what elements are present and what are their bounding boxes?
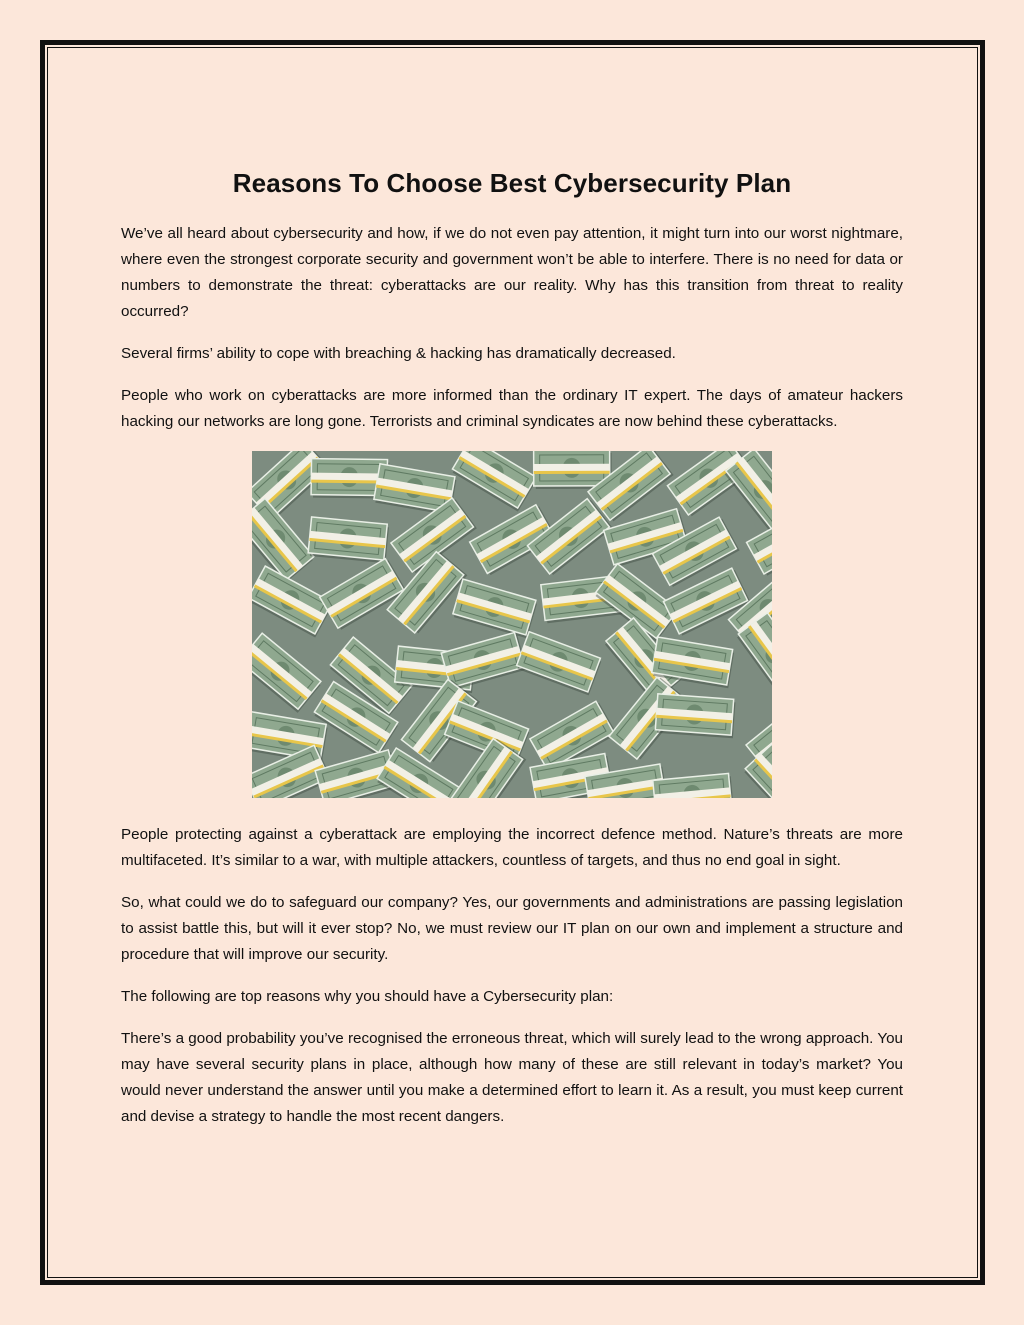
paragraph-threat: There’s a good probability you’ve recognised the erroneous threat, which will surely lead to the wrong approach. You may have several security plans in place, although how many of these are still relevant in today’s market? You would never understand the answer until you make a determined effort to learn it. As a result, you must keep current and devise a strategy to handle the most recent dangers.: [121, 1030, 903, 1125]
document-body: [121, 168, 903, 1146]
paragraph-intro: We’ve all heard about cybersecurity and how, if we do not even pay attention, it might turn into our worst nightmare, where even the strongest corporate security and government won’t be able to interfere. There is no need for data or numbers to demonstrate the threat: cyberattacks are our reality. Why has this transition from threat to reality occurred?: [121, 225, 903, 320]
money-stacks-photo: [252, 451, 772, 798]
paragraph-firms: Several firms’ ability to cope with breaching & hacking has dramatically decreased.: [121, 345, 676, 362]
money-stacks-icon: [252, 451, 772, 798]
paragraph-defence: People protecting against a cyberattack are employing the incorrect defence method. Nature’s threats are more multifaceted. It’s similar to a war, with multiple attackers, countless of targets, and thus no end goal in sight.: [121, 826, 903, 869]
paragraph-attackers: People who work on cyberattacks are more informed than the ordinary IT expert. The days of amateur hackers hacking our networks are long gone. Terrorists and criminal syndicates are now behind these cyberattacks.: [121, 387, 903, 430]
paragraph-safeguard: So, what could we do to safeguard our company? Yes, our governments and administrations are passing legislation to assist battle this, but will it ever stop? No, we must review our IT plan on our own and implement a structure and procedure that will improve our security.: [121, 894, 903, 963]
paragraph-reasons-intro: The following are top reasons why you should have a Cybersecurity plan:: [121, 988, 614, 1005]
page-title: Reasons To Choose Best Cybersecurity Plan: [232, 168, 792, 198]
